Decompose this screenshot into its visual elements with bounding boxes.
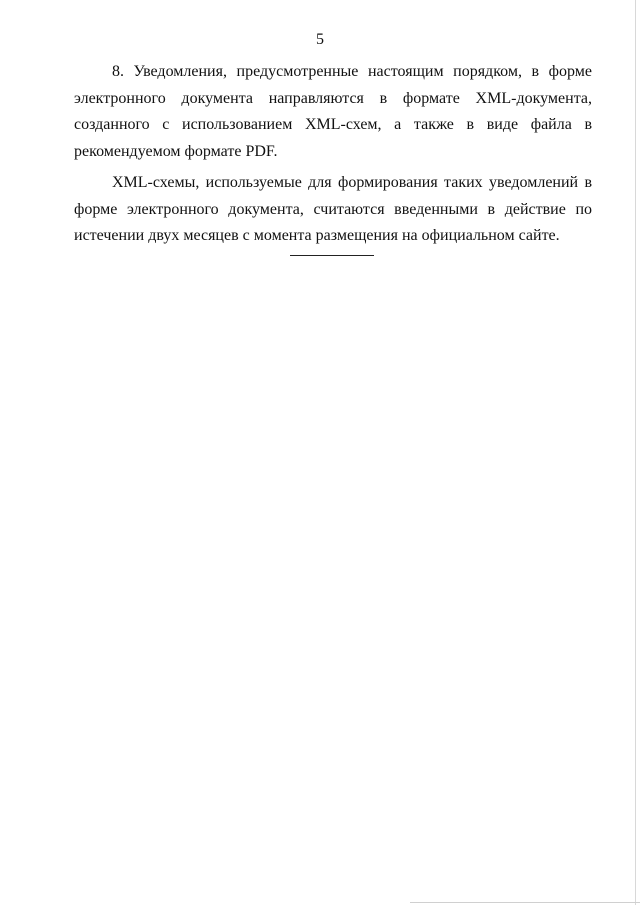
end-separator-line: [290, 255, 374, 256]
paragraph-8: 8. Уведомления, предусмотренные настоящим порядком, в форме электронного документа направляются в формате XML-документа, созданного с использованием XML-схем, а также в виде файла в рекомендуемом формате PDF.: [74, 63, 592, 160]
scan-edge-right: [635, 0, 636, 905]
paragraph-xml-schemas: XML-схемы, используемые для формирования таких уведомлений в форме электронного документа, считаются введенными в действие по истечении двух месяцев с момента размещения на официальном сайте.: [74, 174, 592, 244]
document-body: [74, 59, 592, 250]
scan-edge-bottom: [410, 902, 640, 903]
page-number: 5: [316, 31, 324, 48]
